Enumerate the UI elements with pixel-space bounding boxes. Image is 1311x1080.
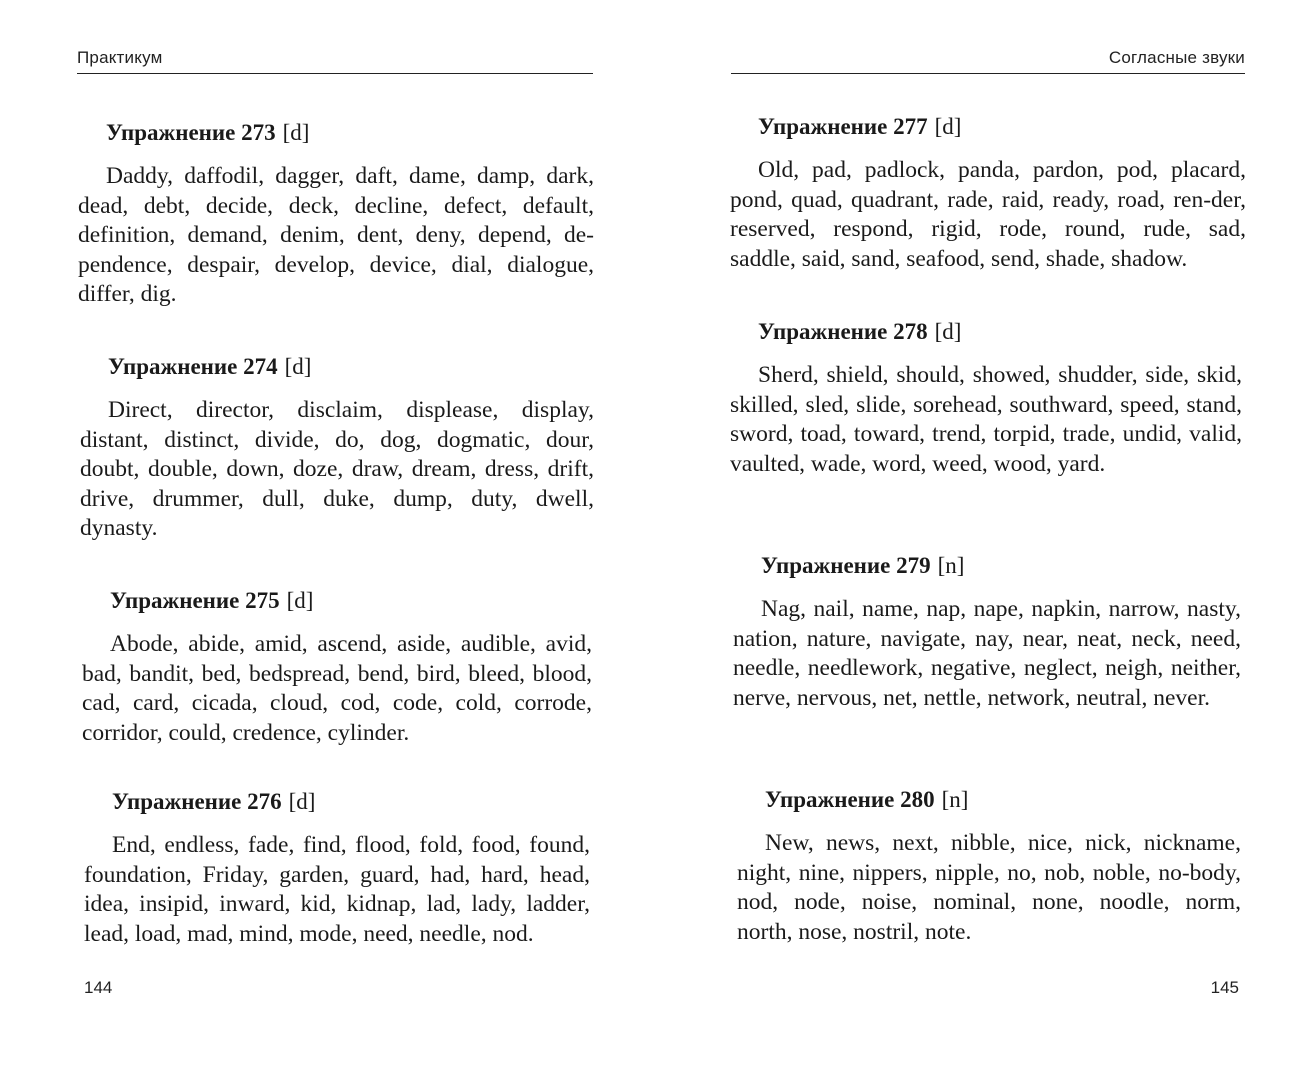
- running-head-left: Практикум: [77, 48, 163, 67]
- page-number-left: 144: [84, 978, 113, 997]
- exercise-278: [730, 317, 1242, 479]
- exercise-sound: [d]: [288, 789, 316, 814]
- page-number-right: 145: [1210, 978, 1239, 997]
- exercise-sound: [d]: [934, 114, 962, 139]
- exercise-word-list: Nag, nail, name, nap, nape, napkin, narrow, nasty, nation, nature, navigate, nay, near, neat, neck, need, needle, needlework, negative, neglect, neigh, neither, nerve, nervous, net, nettle, network, neutral, never.: [733, 596, 1241, 711]
- exercise-sound: [d]: [286, 588, 314, 613]
- exercise-word-list: End, endless, fade, find, flood, fold, food, found, foundation, Friday, garden, guard, had, hard, head, idea, insipid, inward, kid, kidnap, lad, lady, ladder, lead, load, mad, mind, mode, need, needle, nod.: [84, 832, 590, 947]
- exercise-sound: [n]: [941, 787, 969, 812]
- exercise-word-list: Old, pad, padlock, panda, pardon, pod, placard, pond, quad, quadrant, rade, raid, ready, road, ren-der, reserved, respond, rigid, rode, round, rude, sad, saddle, said, sand, seafood, send, shade, shadow.: [730, 157, 1246, 272]
- exercise-sound: [d]: [934, 319, 962, 344]
- header-rule-left: [77, 73, 593, 74]
- header-rule-right: [731, 73, 1245, 74]
- exercise-word-list: New, news, next, nibble, nice, nick, nickname, night, nine, nippers, nipple, no, nob, noble, no-body, nod, node, noise, nominal, none, noodle, norm, north, nose, nostril, note.: [737, 830, 1241, 945]
- right-page: [655, 0, 1311, 1080]
- exercise-label: Упражнение 275: [110, 588, 280, 613]
- exercise-275: [82, 586, 592, 748]
- exercise-273: [78, 118, 594, 310]
- exercise-label: Упражнение 274: [108, 354, 278, 379]
- exercise-word-list: Daddy, daffodil, dagger, daft, dame, damp, dark, dead, debt, decide, deck, decline, defect, default, definition, demand, denim, dent, deny, depend, de-pendence, despair, develop, device, dial, dialogue, differ, dig.: [78, 163, 594, 308]
- exercise-274: [80, 352, 594, 544]
- running-head-right: Согласные звуки: [1108, 48, 1245, 67]
- exercise-sound: [n]: [937, 553, 965, 578]
- exercise-word-list: Direct, director, disclaim, displease, display, distant, distinct, divide, do, dog, dogmatic, dour, doubt, double, down, doze, draw, dream, dress, drift, drive, drummer, dull, duke, dump, duty, dwell, dynasty.: [80, 397, 594, 542]
- exercise-label: Упражнение 277: [758, 114, 928, 139]
- exercise-title: [112, 787, 590, 817]
- exercise-label: Упражнение 279: [761, 553, 931, 578]
- exercise-276: [84, 787, 590, 949]
- exercise-label: Упражнение 273: [106, 120, 276, 145]
- exercise-label: Упражнение 280: [765, 787, 935, 812]
- exercise-label: Упражнение 278: [758, 319, 928, 344]
- exercise-word-list: Abode, abide, amid, ascend, aside, audible, avid, bad, bandit, bed, bedspread, bend, bird, bleed, blood, cad, card, cicada, cloud, cod, code, cold, corrode, corridor, could, credence, cylinder.: [82, 631, 592, 746]
- exercise-title: [758, 317, 1242, 347]
- exercise-277: [730, 112, 1246, 274]
- exercise-word-list: Sherd, shield, should, showed, shudder, side, skid, skilled, sled, slide, sorehead, southward, speed, stand, sword, toad, toward, trend, torpid, trade, undid, valid, vaulted, wade, word, weed, wood, yard.: [730, 362, 1242, 477]
- exercise-279: [733, 551, 1241, 713]
- exercise-sound: [d]: [282, 120, 310, 145]
- exercise-title: [761, 551, 1241, 581]
- exercise-title: [765, 785, 1241, 815]
- exercise-title: [758, 112, 1246, 142]
- exercise-title: [106, 118, 594, 148]
- exercise-label: Упражнение 276: [112, 789, 282, 814]
- exercise-sound: [d]: [284, 354, 312, 379]
- left-page: [0, 0, 655, 1080]
- exercise-title: [108, 352, 594, 382]
- exercise-title: [110, 586, 592, 616]
- exercise-280: [737, 785, 1241, 947]
